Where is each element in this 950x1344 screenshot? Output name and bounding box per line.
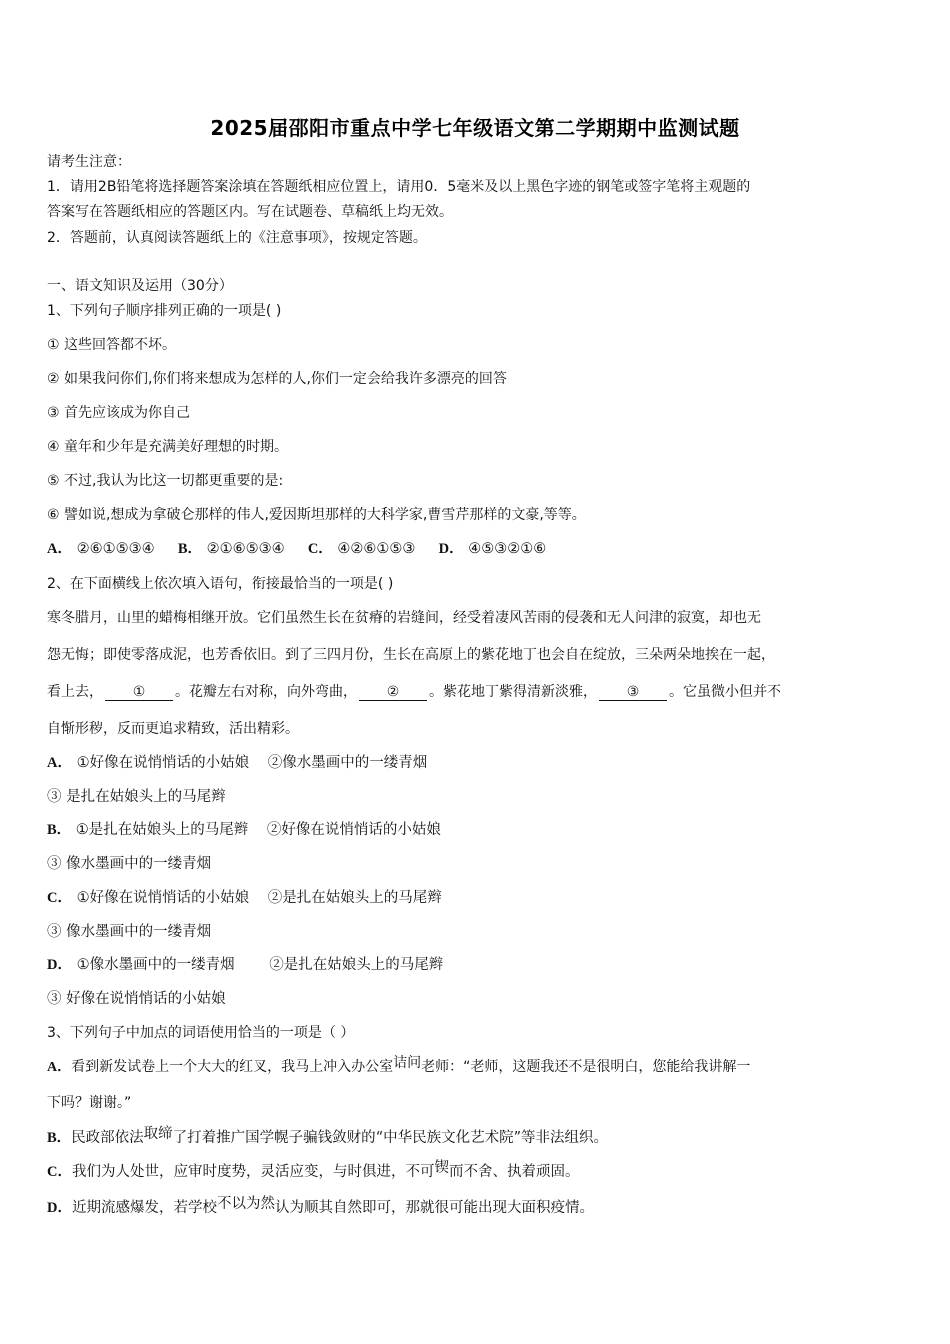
question-3-option-a-cont: 下吗？谢谢。” — [47, 1095, 132, 1111]
question-2-option-c — [47, 888, 442, 908]
question-3-option-d — [47, 1198, 594, 1218]
passage-text: 。它虽微小但并不 — [669, 684, 781, 700]
blank-3: ③ — [599, 684, 667, 701]
dotted-word: 诘问 — [393, 1055, 422, 1071]
option-d-text: ④⑤③②①⑥ — [468, 541, 547, 557]
question-2-passage-line-3 — [47, 682, 781, 702]
option-part: ②像水墨画中的一缕青烟 — [267, 755, 428, 771]
option-part: ①好像在说悄悄话的小姑娘 — [76, 755, 250, 771]
option-c-text: ④②⑥①⑤③ — [337, 541, 416, 557]
option-letter: B． — [47, 1130, 72, 1146]
question-2-passage-line-1: 寒冬腊月，山里的蜡梅相继开放。它们虽然生长在贫瘠的岩缝间，经受着凄风苦雨的侵袭和无人问津的寂寞，却也无 — [47, 610, 761, 626]
passage-text: 。花瓣左右对称，向外弯曲， — [175, 684, 357, 700]
question-2-option-a — [47, 753, 427, 773]
option-text: 认为顺其自然即可，那就很可能出现大面积疫情。 — [274, 1200, 594, 1216]
question-3-option-b — [47, 1128, 608, 1148]
question-1-sentence: ④ 童年和少年是充满美好理想的时期。 — [47, 439, 288, 455]
option-text: 看到新发试卷上一个大大的红叉，我马上冲入办公室 — [71, 1059, 394, 1075]
option-letter: C． — [47, 1164, 72, 1180]
question-1-sentence: ⑤ 不过,我认为比这一切都更重要的是: — [47, 473, 284, 489]
option-letter: B． — [47, 822, 72, 838]
notice-item-2: 2．答题前，认真阅读答题纸上的《注意事项》，按规定答题。 — [47, 230, 427, 246]
option-text: 老师：“老师，这题我还不是很明白，您能给我讲解一 — [421, 1059, 751, 1075]
question-1-sentence: ③ 首先应该成为你自己 — [47, 405, 191, 421]
question-2-option-b — [47, 820, 441, 840]
dotted-word: 取缔 — [143, 1126, 173, 1142]
option-b-letter: B． — [177, 541, 202, 557]
option-d-letter: D． — [438, 541, 464, 557]
option-part: ①好像在说悄悄话的小姑娘 — [76, 890, 250, 906]
option-text: 我们为人处世，应审时度势，灵活应变，与时俱进，不可 — [71, 1164, 435, 1180]
option-letter: A． — [47, 1060, 72, 1075]
question-1-sentence: ① 这些回答都不坏。 — [47, 337, 177, 353]
question-1-sentence: ⑥ 譬如说,想成为拿破仑那样的伟人,爱因斯坦那样的大科学家,曹雪芹那样的文豪,等等。 — [47, 507, 586, 523]
question-2-passage-line-2: 怨无悔；即使零落成泥，也芳香依旧。到了三四月份，生长在高原上的紫花地丁也会自在绽放，三朵两朵地挨在一起， — [47, 647, 775, 663]
option-b-text: ②①⑥⑤③④ — [206, 541, 285, 557]
option-text: 而不舍、执着顽固。 — [448, 1164, 580, 1180]
passage-text: 看上去， — [47, 684, 103, 700]
question-2-passage-line-4: 自惭形秽，反而更追求精致，活出精彩。 — [47, 721, 299, 737]
question-2-option-c-cont: ③ 像水墨画中的一缕青烟 — [47, 924, 212, 940]
notice-heading: 请考生注意： — [47, 154, 131, 170]
question-1-options — [47, 539, 546, 559]
option-a-text: ②⑥①⑤③④ — [76, 541, 155, 557]
question-2-stem: 2、在下面横线上依次填入语句，衔接最恰当的一项是( ) — [47, 576, 394, 592]
option-letter: D． — [47, 1200, 72, 1216]
notice-item-1-line-2: 答案写在答题纸相应的答题区内。写在试题卷、草稿纸上均无效。 — [47, 204, 453, 220]
option-text: 民政部依法 — [71, 1130, 144, 1146]
question-3-stem: 3、下列句子中加点的词语使用恰当的一项是（ ） — [47, 1025, 355, 1041]
option-text: 近期流感爆发，若学校 — [71, 1200, 217, 1216]
question-2-option-b-cont: ③ 像水墨画中的一缕青烟 — [47, 856, 212, 872]
option-letter: A． — [47, 755, 72, 771]
option-part: ②是扎在姑娘头上的马尾辫 — [267, 890, 442, 906]
option-part: ①像水墨画中的一缕青烟 — [76, 957, 235, 973]
option-c-letter: C． — [307, 541, 333, 557]
option-letter: D． — [47, 957, 72, 973]
blank-1: ① — [105, 684, 173, 701]
section-heading: 一、语文知识及运用（30分） — [47, 278, 233, 294]
option-part: ②是扎在姑娘头上的马尾辫 — [269, 957, 444, 973]
notice-item-1-line-1: 1．请用2B铅笔将选择题答案涂填在答题纸相应位置上，请用0．5毫米及以上黑色字迹的钢笔或签字笔将主观题的 — [47, 179, 751, 195]
document-title: 2025届邵阳市重点中学七年级语文第二学期期中监测试题 — [210, 116, 740, 140]
question-1-stem: 1、下列句子顺序排列正确的一项是( ) — [47, 303, 282, 319]
option-text: 了打着推广国学幌子骗钱敛财的“中华民族文化艺术院”等非法组织。 — [172, 1130, 608, 1146]
option-part: ①是扎在姑娘头上的马尾辫 — [75, 822, 249, 838]
option-letter: C． — [47, 890, 72, 906]
dotted-word: 不以为然 — [216, 1196, 275, 1212]
option-part: ②好像在说悄悄话的小姑娘 — [266, 822, 441, 838]
blank-2: ② — [359, 684, 427, 701]
passage-text: 。紫花地丁紫得清新淡雅， — [429, 684, 597, 700]
dotted-word: 锲 — [434, 1160, 449, 1176]
question-3-option-a — [47, 1057, 750, 1078]
option-a-letter: A． — [47, 541, 72, 557]
question-2-option-a-cont: ③ 是扎在姑娘头上的马尾辫 — [47, 789, 226, 805]
question-1-sentence: ② 如果我问你们,你们将来想成为怎样的人,你们一定会给我许多漂亮的回答 — [47, 371, 507, 387]
question-2-option-d-cont: ③ 好像在说悄悄话的小姑娘 — [47, 991, 226, 1007]
question-3-option-c — [47, 1162, 579, 1182]
question-2-option-d — [47, 955, 443, 975]
